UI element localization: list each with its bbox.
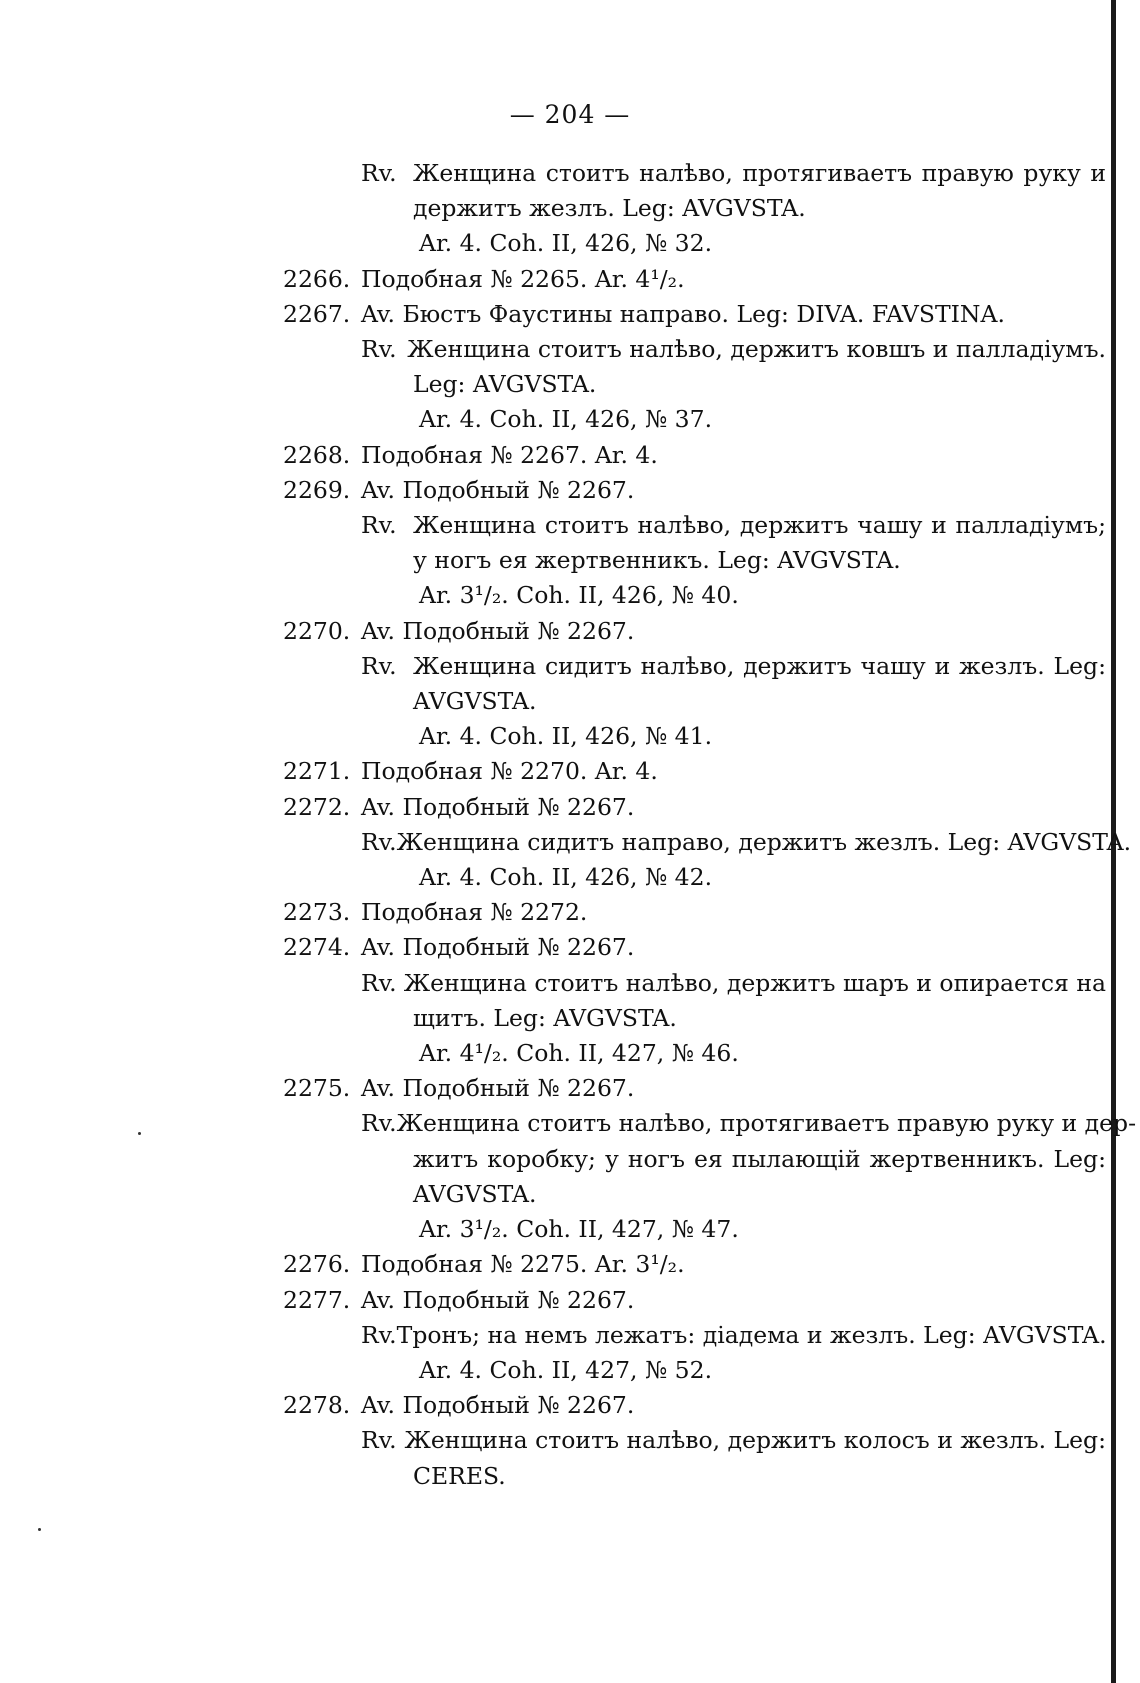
cohen-reference: Ar. 4. Coh. II, 426, № 42. <box>419 863 713 892</box>
continuation-text: AVGVSTA. <box>413 1179 537 1208</box>
catalog-line <box>283 1247 1106 1282</box>
cohen-reference: Ar. 3¹/₂. Coh. II, 427, № 47. <box>419 1215 739 1244</box>
reverse-description: Женщина сидитъ налѣво, держитъ чашу и жезлъ. Leg: <box>413 651 1106 680</box>
reverse-description: Женщина стоитъ налѣво, протягиваетъ правую руку и дер- <box>396 1109 1137 1138</box>
catalog-line <box>283 578 1106 613</box>
entry-number: 2267. <box>283 299 351 328</box>
reverse-description: Женщина стоитъ налѣво, держитъ ковшъ и палладіумъ. <box>407 335 1106 364</box>
catalog-line <box>283 1036 1106 1071</box>
continuation-text: щитъ. Leg: AVGVSTA. <box>413 1003 677 1032</box>
entry-text: Av. Подобный № 2267. <box>361 475 635 504</box>
entry-text: Подобная № 2272. <box>361 898 588 927</box>
catalog-line <box>283 1071 1106 1106</box>
catalog-line <box>283 1459 1106 1494</box>
page-number: — 204 — <box>509 100 631 129</box>
reverse-label: Rv. <box>361 1426 397 1455</box>
entry-text: Av. Подобный № 2267. <box>361 792 635 821</box>
entry-text: Подобная № 2265. Ar. 4¹/₂. <box>361 264 685 293</box>
reverse-label: Rv. <box>361 1109 397 1138</box>
catalog-line <box>283 1177 1106 1212</box>
catalog-line <box>283 297 1106 332</box>
catalog-line <box>283 930 1106 965</box>
scan-speck <box>138 1132 141 1135</box>
reverse-description: Тронъ; на немъ лежатъ: діадема и жезлъ. Leg: AVGVSTA. <box>396 1320 1107 1349</box>
entry-number: 2274. <box>283 933 351 962</box>
continuation-text: держитъ жезлъ. Leg: AVGVSTA. <box>413 194 806 223</box>
catalog-line <box>283 367 1106 402</box>
catalog-line <box>283 649 1106 684</box>
catalog-line <box>283 614 1106 649</box>
catalog-line <box>283 332 1106 367</box>
entry-number: 2277. <box>283 1285 351 1314</box>
catalog-line <box>283 790 1106 825</box>
catalog-line <box>283 719 1106 754</box>
continuation-text: у ногъ ея жертвенникъ. Leg: AVGVSTA. <box>413 546 901 575</box>
reverse-description: Женщина сидитъ направо, держитъ жезлъ. Leg: AVGVSTA. <box>396 827 1132 856</box>
catalog-line <box>283 860 1106 895</box>
catalog-line <box>283 1423 1106 1458</box>
catalog-line <box>283 1001 1106 1036</box>
catalog-line <box>283 156 1106 191</box>
entry-number: 2268. <box>283 440 351 469</box>
reverse-label: Rv. <box>361 651 397 680</box>
catalog-line <box>283 262 1106 297</box>
catalog-line <box>283 1212 1106 1247</box>
continuation-text: AVGVSTA. <box>413 687 537 716</box>
catalog-line <box>283 1388 1106 1423</box>
catalog-line <box>283 684 1106 719</box>
entry-number: 2273. <box>283 898 351 927</box>
entry-number: 2269. <box>283 475 351 504</box>
continuation-text: житъ коробку; у ногъ ея пылающій жертвенникъ. Leg: <box>413 1144 1106 1173</box>
catalog-text <box>283 156 1137 1494</box>
cohen-reference: Ar. 4. Coh. II, 427, № 52. <box>419 1355 713 1384</box>
continuation-text: Leg: AVGVSTA. <box>413 370 597 399</box>
entry-number: 2276. <box>283 1250 351 1279</box>
catalog-line <box>283 226 1106 261</box>
entry-text: Av. Подобный № 2267. <box>361 1074 635 1103</box>
entry-number: 2278. <box>283 1391 351 1420</box>
catalog-line <box>283 825 1132 860</box>
catalog-line <box>283 1142 1106 1177</box>
catalog-line <box>283 191 1106 226</box>
scan-speck <box>38 1528 41 1531</box>
catalog-line <box>283 754 1106 789</box>
catalog-line <box>283 402 1106 437</box>
reverse-label: Rv. <box>361 159 397 187</box>
catalog-line <box>283 1318 1106 1353</box>
entry-text: Подобная № 2270. Ar. 4. <box>361 757 658 786</box>
catalog-line <box>283 895 1106 930</box>
entry-number: 2266. <box>283 264 351 293</box>
entry-text: Подобная № 2267. Ar. 4. <box>361 440 658 469</box>
reverse-label: Rv. <box>361 335 397 364</box>
entry-number: 2271. <box>283 757 351 786</box>
reverse-description: Женщина стоитъ налѣво, держитъ чашу и палладіумъ; <box>413 511 1106 540</box>
entry-text: Av. Подобный № 2267. <box>361 616 635 645</box>
cohen-reference: Ar. 3¹/₂. Coh. II, 426, № 40. <box>419 581 739 610</box>
catalog-line <box>283 543 1106 578</box>
catalog-line <box>283 1106 1137 1141</box>
entry-number: 2272. <box>283 792 351 821</box>
catalog-line <box>283 1353 1106 1388</box>
entry-text: Av. Подобный № 2267. <box>361 933 635 962</box>
reverse-label: Rv. <box>361 827 397 856</box>
entry-number: 2270. <box>283 616 351 645</box>
cohen-reference: Ar. 4¹/₂. Coh. II, 427, № 46. <box>419 1039 739 1068</box>
entry-text: Av. Подобный № 2267. <box>361 1285 635 1314</box>
reverse-label: Rv. <box>361 968 397 997</box>
catalog-line <box>283 473 1106 508</box>
reverse-label: Rv. <box>361 511 397 540</box>
reverse-description: Женщина стоитъ налѣво, держитъ шаръ и опирается на <box>403 968 1106 997</box>
reverse-description: Женщина стоитъ налѣво, держитъ колосъ и жезлъ. Leg: <box>404 1426 1106 1455</box>
entry-text: Av. Подобный № 2267. <box>361 1391 635 1420</box>
entry-text: Подобная № 2275. Ar. 3¹/₂. <box>361 1250 685 1279</box>
catalog-line <box>283 1283 1106 1318</box>
catalog-line <box>283 438 1106 473</box>
entry-number: 2275. <box>283 1074 351 1103</box>
catalog-line <box>283 508 1106 543</box>
entry-text: Av. Бюстъ Фаустины направо. Leg: DIVA. FAVSTINA. <box>361 299 1005 328</box>
cohen-reference: Ar. 4. Coh. II, 426, № 41. <box>419 722 713 751</box>
reverse-label: Rv. <box>361 1320 397 1349</box>
reverse-description: Женщина стоитъ налѣво, протягиваетъ правую руку и <box>413 159 1106 187</box>
cohen-reference: Ar. 4. Coh. II, 426, № 37. <box>419 405 713 434</box>
continuation-text: CERES. <box>413 1461 506 1490</box>
cohen-reference: Ar. 4. Coh. II, 426, № 32. <box>419 229 713 258</box>
catalog-line <box>283 966 1106 1001</box>
